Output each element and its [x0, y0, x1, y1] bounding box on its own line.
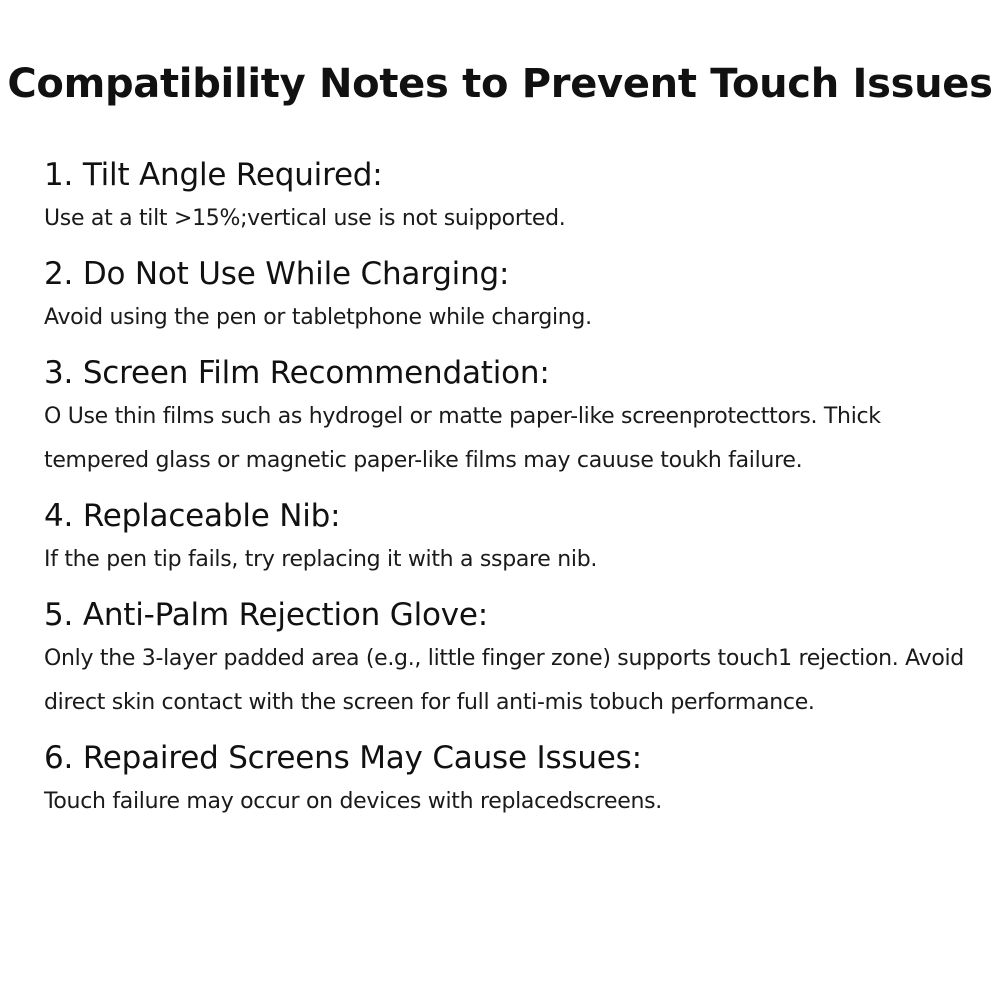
note-heading: 4. Replaceable Nib:: [44, 498, 341, 534]
note-body: Touch failure may occur on devices with replacedscreens.: [44, 789, 662, 814]
note-body: O Use thin films such as hydrogel or matte paper-like screenprotecttors. Thick tempered glass or magnetic paper-like films may cauuse toukh failure.: [44, 404, 881, 473]
note-palm-rejection-glove: [44, 593, 974, 725]
note-body: Only the 3-layer padded area (e.g., little finger zone) supports touch1 rejection. Avoid direct skin contact with the screen for full anti-mis tobuch performance.: [44, 646, 964, 715]
note-heading: 6. Repaired Screens May Cause Issues:: [44, 740, 642, 776]
note-body: Use at a tilt >15%;vertical use is not suipported.: [44, 206, 566, 231]
note-charging: [44, 252, 974, 340]
note-heading: 3. Screen Film Recommendation:: [44, 355, 550, 391]
note-repaired-screens: [44, 736, 974, 824]
compatibility-notes-list: [44, 153, 974, 835]
note-body: If the pen tip fails, try replacing it with a sspare nib.: [44, 547, 598, 572]
note-heading: 2. Do Not Use While Charging:: [44, 256, 510, 292]
note-body: Avoid using the pen or tabletphone while charging.: [44, 305, 592, 330]
note-screen-film: [44, 351, 974, 483]
note-heading: 5. Anti-Palm Rejection Glove:: [44, 597, 489, 633]
note-replaceable-nib: [44, 494, 974, 582]
note-tilt-angle: [44, 153, 974, 241]
note-heading: 1. Tilt Angle Required:: [44, 157, 383, 193]
page-title: Compatibility Notes to Prevent Touch Issues: [7, 61, 993, 107]
